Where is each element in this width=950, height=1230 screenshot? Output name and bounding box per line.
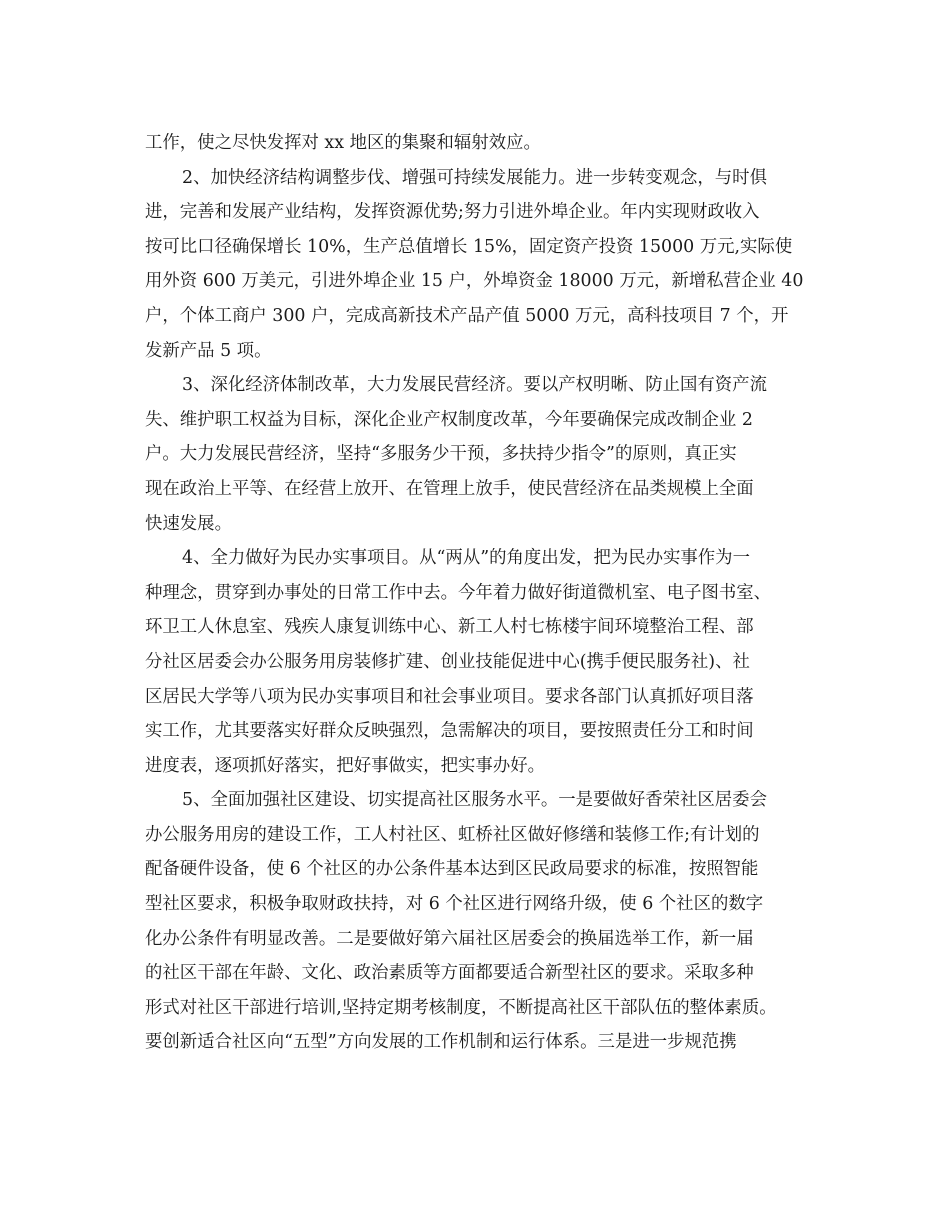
text-line: 4、全力做好为民办实事项目。从“两从”的角度出发，把为民办实事作为一 <box>182 548 750 569</box>
paragraph-continuation <box>145 126 825 161</box>
text-line: 快速发展。 <box>145 513 232 534</box>
text-line: 化办公条件有明显改善。二是要做好第六届社区居委会的换届选举工作，新一届 <box>145 928 754 949</box>
text-line: 用外资 600 万美元，引进外埠企业 15 户，外埠资金 18000 万元，新增私营企业 40 <box>145 271 804 292</box>
text-line: 实工作，尤其要落实好群众反映强烈，急需解决的项目，要按照责任分工和时间 <box>145 721 754 742</box>
paragraph-item-5 <box>145 783 825 1060</box>
text-line: 办公服务用房的建设工作，工人村社区、虹桥社区做好修缮和装修工作;有计划的 <box>145 824 760 845</box>
text-line: 种理念，贯穿到办事处的日常工作中去。今年着力做好街道微机室、电子图书室、 <box>145 582 772 603</box>
text-line: 失、维护职工权益为目标，深化企业产权制度改革，今年要确保完成改制企业 2 <box>145 409 753 430</box>
paragraph-item-4 <box>145 541 825 783</box>
text-line: 形式对社区干部进行培训,坚持定期考核制度，不断提高社区干部队伍的整体素质。 <box>145 997 777 1018</box>
text-line: 要创新适合社区向“五型”方向发展的工作机制和运行体系。三是进一步规范携 <box>145 1032 737 1053</box>
text-line: 的社区干部在年龄、文化、政治素质等方面都要适合新型社区的要求。采取多种 <box>145 963 754 984</box>
text-line: 户，个体工商户 300 户，完成高新技术产品产值 5000 万元，高科技项目 7 个，开 <box>145 305 789 326</box>
text-line: 5、全面加强社区建设、切实提高社区服务水平。一是要做好香荣社区居委会 <box>182 790 767 811</box>
text-line: 3、深化经济体制改革，大力发展民营经济。要以产权明晰、防止国有资产流 <box>182 375 767 396</box>
paragraph-item-2 <box>145 161 825 369</box>
text-line: 型社区要求，积极争取财政扶持，对 6 个社区进行网络升级，使 6 个社区的数字 <box>145 894 764 915</box>
text-line: 环卫工人休息室、残疾人康复训练中心、新工人村七栋楼宇间环境整治工程、部 <box>145 617 754 638</box>
text-line: 分社区居委会办公服务用房装修扩建、创业技能促进中心(携手便民服务社)、社 <box>145 651 750 672</box>
document-body <box>145 126 825 1060</box>
text-line: 2、加快经济结构调整步伐、增强可持续发展能力。进一步转变观念，与时俱 <box>182 167 767 188</box>
text-line: 户。大力发展民营经济，坚持“多服务少干预，多扶持少指令”的原则，真正实 <box>145 444 737 465</box>
text-line: 工作，使之尽快发挥对 xx 地区的集聚和辐射效应。 <box>145 133 541 153</box>
text-line: 现在政治上平等、在经营上放开、在管理上放手，使民营经济在品类规模上全面 <box>145 478 754 499</box>
text-line: 区居民大学等八项为民办实事项目和社会事业项目。要求各部门认真抓好项目落 <box>145 686 754 707</box>
text-line: 按可比口径确保增长 10%，生产总值增长 15%，固定资产投资 15000 万元,实际使 <box>145 236 793 257</box>
text-line: 配备硬件设备，使 6 个社区的办公条件基本达到区民政局要求的标准，按照智能 <box>145 859 759 880</box>
text-line: 发新产品 5 项。 <box>145 340 272 361</box>
text-line: 进，完善和发展产业结构，发挥资源优势;努力引进外埠企业。年内实现财政收入 <box>145 202 760 223</box>
paragraph-item-3 <box>145 368 825 541</box>
text-line: 进度表，逐项抓好落实，把好事做实，把实事办好。 <box>145 755 545 776</box>
